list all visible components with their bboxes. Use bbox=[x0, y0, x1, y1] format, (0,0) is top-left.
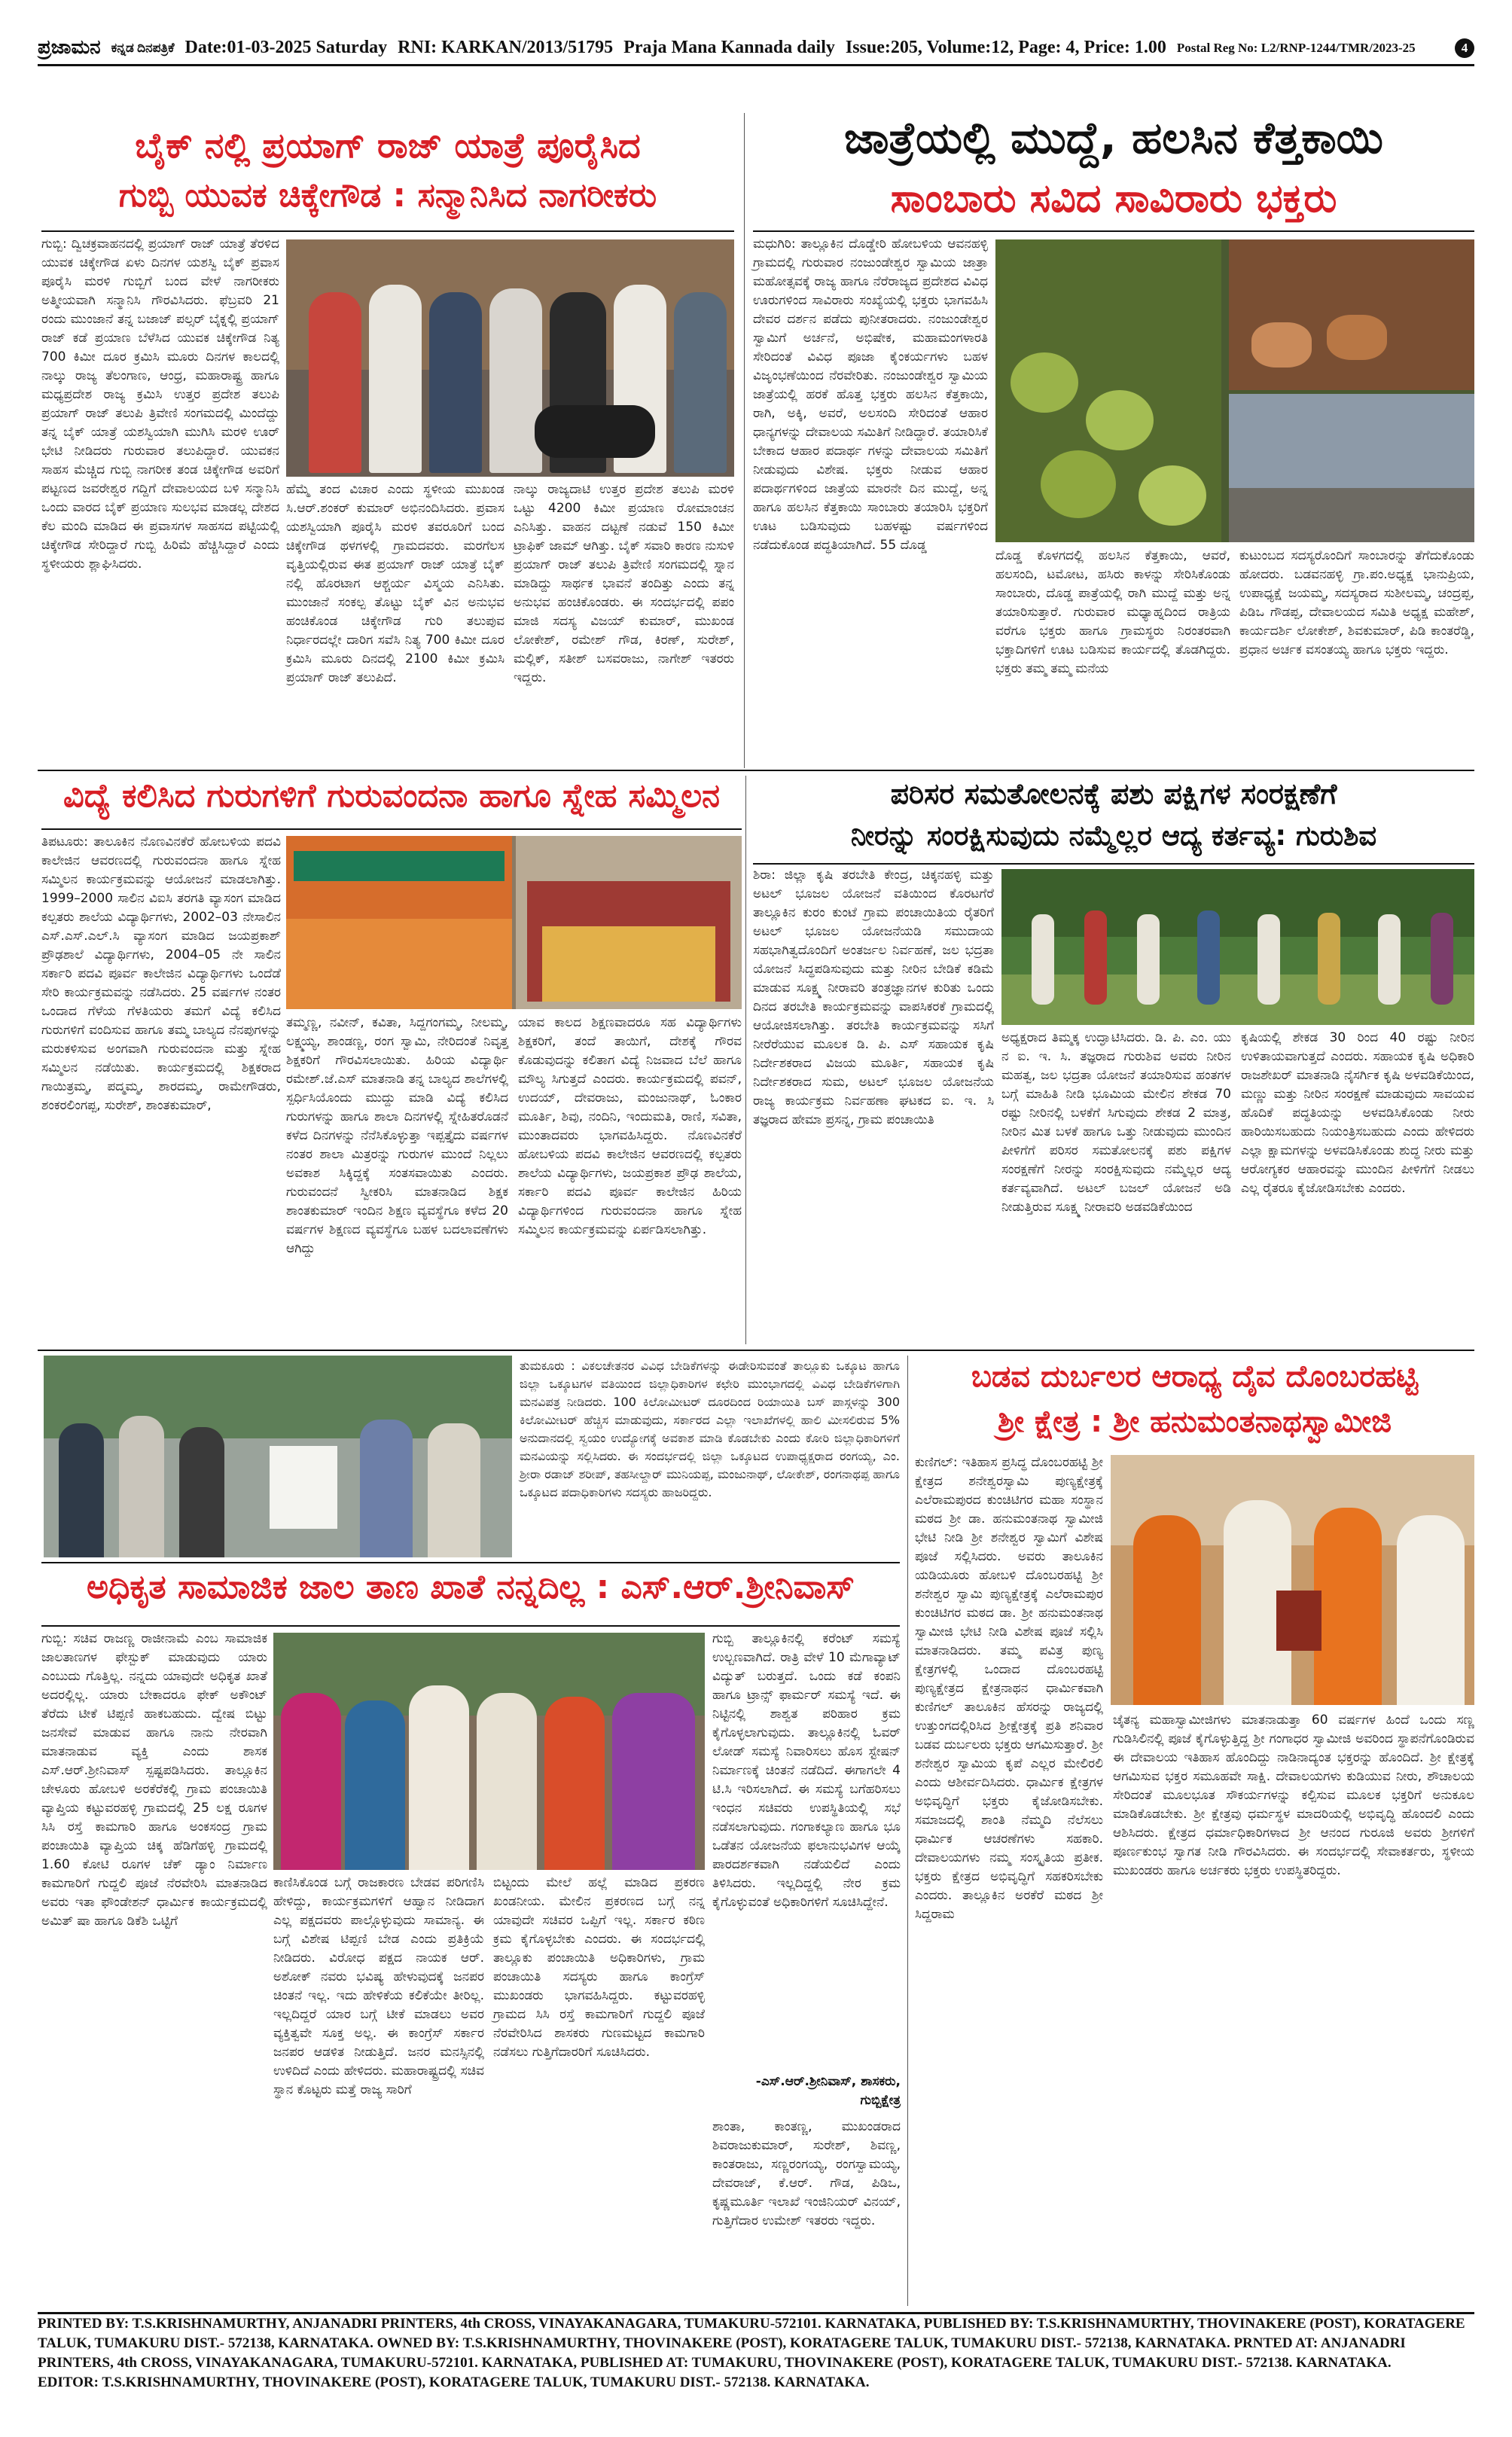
parisara-headline-1: ಪರಿಸರ ಸಮತೋಲನಕ್ಕೆ ಪಶು ಪಕ್ಷಿಗಳ ಸಂರಕ್ಷಣೆಗೆ bbox=[890, 777, 1337, 810]
column-divider bbox=[745, 776, 746, 1344]
bike-headline-1: ಬೈಕ್ ನಲ್ಲಿ ಪ್ರಯಾಗ್ ರಾಜ್ ಯಾತ್ರೆ ಪೂರೈಸಿದ bbox=[135, 125, 641, 166]
parisara-article-col2: ಅಧ್ಯಕ್ಷರಾದ ತಿಮ್ಮಕ್ಕ ಉದ್ಘಾಟಿಸಿದರು. ಡಿ. ಪಿ. ಎಂ. ಯು ನ ಐ. ಇ. ಸಿ. ತಜ್ಞರಾದ ಗುರುಶಿವ ಅವರು ನೀರಿನ ಮಹತ್ವ, ಜಲ ಭದ್ರತಾ ಯೋಜನೆ ತಯಾರಿಸುವ ಹಂತಗಳ ಬಗ್ಗೆ ಮಾಹಿತಿ ನೀಡಿ ಭೂಮಿಯ ಮೇಲಿನ ಶೇಕಡ 70 ರಷ್ಟು ನೀರಿನಲ್ಲಿ ಬಳಕೆಗೆ ಸಿಗುವುದು ಶೇಕಡ 2 ಮಾತ್ರ, ನೀರಿನ ಮಿತ ಬಳಕೆ ಹಾಗೂ ಒತ್ತು ನೀಡುವುದು ಮುಂದಿನ ಪೀಳಿಗೆಗೆ ಪರಿಸರ ಸಮತೋಲನಕ್ಕೆ ಪಶು ಪಕ್ಷಿಗಳ ಸಂರಕ್ಷಣೆಗೆ ನೀರನ್ನು ಸಂರಕ್ಷಿಸುವುದು ನಮ್ಮೆಲ್ಲರ ಆದ್ಯ ಕರ್ತವ್ಯವಾಗಿದೆ. ಅಟಲ್ ಬಜಲ್ ಯೋಜನೆ ಅಡಿ ನೀಡುತ್ತಿರುವ ಸೂಕ್ಷ್ಮ ನೀರಾವರಿ ಅಡವಡಿಕೆಯಿಂದ bbox=[1001, 1030, 1231, 1215]
guruvandana-group-photo bbox=[286, 836, 742, 1009]
imprint-footer bbox=[38, 2312, 1474, 2425]
column-divider bbox=[744, 113, 745, 768]
guruvandana-article-col3: ಯಾವ ಕಾಲದ ಶಿಕ್ಷಣವಾದರೂ ಸಹ ವಿದ್ಯಾರ್ಥಿಗಳು ಶಿಕ್ಷಕರಿಗೆ, ತಂದೆ ತಾಯಿಗೆ, ದೇಶಕ್ಕೆ ಗೌರವ ಕೊಡುವುದನ್ನು ಕಲಿತಾಗ ವಿದ್ಯೆ ನಿಜವಾದ ಬೆಲೆ ಹಾಗೂ ಮೌಲ್ಯ ಸಿಗುತ್ತದೆ ಎಂದರು. ಕಾರ್ಯಕ್ರಮದಲ್ಲಿ ಪವನ್, ಉದಯ್, ದೇವರಾಜು, ಮಂಜುನಾಥ್, ಓಂಕಾರ ಮೂರ್ತಿ, ಶಿವು, ನಂದಿನಿ, ಇಂದುಮತಿ, ರಾಣಿ, ಸವಿತಾ, ಮುಂತಾದವರು ಭಾಗವಹಿಸಿದ್ದರು. ನೊಣವಿನಕೆರೆ ಹೋಬಳಿಯ ಪದವಿ ಕಾಲೇಜಿನ ಆವರಣದಲ್ಲಿ ಕಲ್ಪತರು ಶಾಲೆಯ ವಿದ್ಯಾರ್ಥಿಗಳು, ಜಯಪ್ರಕಾಶ ಪ್ರೌಢ ಶಾಲೆಯ, ಸರ್ಕಾರಿ ಪದವಿ ಪೂರ್ವ ಕಾಲೇಜಿನ ಹಿರಿಯ ವಿದ್ಯಾರ್ಥಿಗಳಿಂದ ಗುರುವಂದನಾ ಹಾಗೂ ಸ್ನೇಹ ಸಮ್ಮಿಲನ ಕಾರ್ಯಕ್ರಮವನ್ನು ಏರ್ಪಡಿಸಲಾಗಿತ್ತು. bbox=[518, 1015, 742, 1237]
masthead bbox=[38, 32, 1474, 66]
dombarahatti-headline-2: ಶ್ರೀ ಕ್ಷೇತ್ರ : ಶ್ರೀ ಹನುಮಂತನಾಥಸ್ವಾಮೀಜಿ bbox=[997, 1405, 1392, 1439]
paper-logo: ಪ್ರಜಾಮನ bbox=[38, 36, 101, 59]
divider bbox=[41, 230, 734, 232]
guruvandana-article-col1: ತಿಪಟೂರು: ತಾಲೂಕಿನ ನೊಣವಿನಕೆರೆ ಹೋಬಳಿಯ ಪದವಿ ಕಾಲೇಜಿನ ಆವರಣದಲ್ಲಿ ಗುರುವಂದನಾ ಹಾಗೂ ಸ್ನೇಹ ಸಮ್ಮಿಲನ ಕಾರ್ಯಕ್ರಮವನ್ನು ಆಯೋಜನೆ ಮಾಡಲಾಗಿತ್ತು. 1999–2000 ಸಾಲಿನ ವಿಐಸಿ ತರಗತಿ ವ್ಯಾಸಂಗ ಮಾಡಿದ ಕಲ್ಪತರು ಶಾಲೆಯ ವಿದ್ಯಾರ್ಥಿಗಳು, 2002–03 ನೇಸಾಲಿನ ಎಸ್.ಎಸ್.ಎಲ್.ಸಿ ವ್ಯಾಸಂಗ ಮಾಡಿದ ಜಯಪ್ರಕಾಶ್ ಪ್ರೌಢಶಾಲೆ ವಿದ್ಯಾರ್ಥಿಗಳು, 2004–05 ನೇ ಸಾಲಿನ ಸರ್ಕಾರಿ ಪದವಿ ಪೂರ್ವ ಕಾಲೇಜಿನ ವಿದ್ಯಾರ್ಥಿಗಳು ಒಂದೆಡೆ ಸೇರಿ ಕಾರ್ಯಕ್ರಮವನ್ನು ನಡೆಸಿದರು. 25 ವರ್ಷಗಳ ನಂತರ ಒಂದಾದ ಗೆಳೆಯ ಗೆಳತಿಯರು ತಮಗೆ ವಿದ್ಯೆ ಕಲಿಸಿದ ಗುರುಗಳಿಗೆ ವಂದಿಸುವ ಹಾಗೂ ತಮ್ಮ ಬಾಲ್ಯದ ನೆನಪುಗಳನ್ನು ಮರುಕಳಿಸುವ ಅಂಗವಾಗಿ ಗುರುವಂದನಾ ಮತ್ತು ಸ್ನೇಹ ಸಮ್ಮಿಲನ ನಡೆಯಿತು. ಕಾರ್ಯಕ್ರಮದಲ್ಲಿ ಶಿಕ್ಷಕರಾದ ಗಾಯಿತ್ರಮ್ಮ, ಪದ್ಮಮ್ಮ, ಶಾರದಮ್ಮ, ರಾಮೇಗೌಡರು, ಶಂಕರಲಿಂಗಪ್ಪ, ಸುರೇಶ್, ಶಾಂತಕುಮಾರ್, bbox=[41, 834, 281, 1113]
page-number-badge: 4 bbox=[1455, 38, 1474, 58]
dombarahatti-article-col1: ಕುಣಿಗಲ್: ಇತಿಹಾಸ ಪ್ರಸಿದ್ಧ ದೊಂಬರಹಟ್ಟಿ ಶ್ರೀ ಕ್ಷೇತ್ರದ ಶನೇಶ್ವರಸ್ವಾಮಿ ಪುಣ್ಯಕ್ಷೇತ್ರಕ್ಕೆ ಎಲೆರಾಮಪುರದ ಕುಂಚಿಟಿಗರ ಮಹಾ ಸಂಸ್ಥಾನ ಮಠದ ಶ್ರೀ ಡಾ. ಹನುಮಂತನಾಥ ಸ್ವಾಮೀಜಿ ಭೇಟಿ ನೀಡಿ ಶ್ರೀ ಶನೇಶ್ವರ ಸ್ವಾಮಿಗೆ ವಿಶೇಷ ಪೂಜೆ ಸಲ್ಲಿಸಿದರು. ಅವರು ತಾಲೂಕಿನ ಯಡಿಯೂರು ಹೋಬಳಿ ದೊಂಬರಹಟ್ಟಿ ಶ್ರೀ ಶನೇಶ್ವರ ಸ್ವಾಮಿ ಪುಣ್ಯಕ್ಷೇತ್ರಕ್ಕೆ ಎಲೆರಾಮಪುರ ಕುಂಚಿಟಿಗರ ಮಠದ ಡಾ. ಶ್ರೀ ಹನುಮಂತನಾಥ ಸ್ವಾಮೀಜಿ ಭೇಟಿ ನೀಡಿ ವಿಶೇಷ ಪೂಜೆ ಸಲ್ಲಿಸಿ ಮಾತನಾಡಿದರು. ತಮ್ಮ ಪವಿತ್ರ ಪುಣ್ಯ ಕ್ಷೇತ್ರಗಳಲ್ಲಿ ಒಂದಾದ ದೊಂಬರಹಟ್ಟಿ ಪುಣ್ಯಕ್ಷೇತ್ರದ ಕ್ಷೇತ್ರನಾಥನ ಧಾರ್ಮಿಕವಾಗಿ ಕುಣಿಗಲ್ ತಾಲೂಕಿನ ಹೆಸರನ್ನು ರಾಜ್ಯದಲ್ಲಿ ಉತ್ತುಂಗದಲ್ಲಿರಿಸಿದ ಶ್ರೀಕ್ಷೇತ್ರಕ್ಕೆ ಪ್ರತಿ ಶನಿವಾರ ಬಡವ ದುರ್ಬಲರು ಭಕ್ತರು ಆಗಮಿಸುತ್ತಾರೆ. ಶ್ರೀ ಶನೇಶ್ವರ ಸ್ವಾಮಿಯ ಕೃಪೆ ಎಲ್ಲರ ಮೇಲಿರಲಿ ಎಂದು ಆಶೀರ್ವದಿಸಿದರು. ಧಾರ್ಮಿಕ ಕ್ಷೇತ್ರಗಳ ಅಭಿವೃದ್ಧಿಗೆ ಭಕ್ತರು ಕೈಜೋಡಿಸಬೇಕು. ಸಮಾಜದಲ್ಲಿ ಶಾಂತಿ ನೆಮ್ಮದಿ ನೆಲೆಸಲು ಧಾರ್ಮಿಕ ಆಚರಣೆಗಳು ಸಹಕಾರಿ. ದೇವಾಲಯಗಳು ನಮ್ಮ ಸಂಸ್ಕೃತಿಯ ಪ್ರತೀಕ. ಭಕ್ತರು ಕ್ಷೇತ್ರದ ಅಭಿವೃದ್ಧಿಗೆ ಸಹಕರಿಸಬೇಕು ಎಂದರು. ತಾಲ್ಲೂಕಿನ ಅರಕೆರೆ ಮಠದ ಶ್ರೀ ಸಿದ್ದರಾಮ bbox=[915, 1455, 1103, 1922]
jala-article-col4: ಗುಬ್ಬಿ ತಾಲ್ಲೂಕಿನಲ್ಲಿ ಕರೆಂಟ್ ಸಮಸ್ಯೆ ಉಲ್ಬಣವಾಗಿದೆ. ರಾತ್ರಿ ವೇಳೆ 10 ಮೆಗಾವ್ಯಾಟ್ ವಿದ್ಯುತ್ ಬರುತ್ತದೆ. ಒಂದು ಕಡೆ ಕಂಪನಿ ಹಾಗೂ ಟ್ರಾನ್ಸ್ ಫಾರ್ಮರ್ ಸಮಸ್ಯೆ ಇದೆ. ಈ ನಿಟ್ಟಿನಲ್ಲಿ ಶಾಶ್ವತ ಪರಿಹಾರ ಕ್ರಮ ಕೈಗೊಳ್ಳಲಾಗುವುದು. ತಾಲ್ಲೂಕಿನಲ್ಲಿ ಓವರ್ ಲೋಡ್ ಸಮಸ್ಯೆ ನಿವಾರಿಸಲು ಹೊಸ ಸ್ಟೇಷನ್ ನಿರ್ಮಾಣಕ್ಕೆ ಚಿಂತನೆ ನಡೆದಿದೆ. ಈಗಾಗಲೇ 4 ಟಿ.ಸಿ ಇರಿಸಲಾಗಿದೆ. ಈ ಸಮಸ್ಯೆ ಬಗೆಹರಿಸಲು ಇಂಧನ ಸಚಿವರು ಉಪಸ್ಥಿತಿಯಲ್ಲಿ ಸಭೆ ನಡೆಸಲಾಗುವುದು. ಗಂಗಾಕಲ್ಯಾಣ ಹಾಗೂ ಭೂ ಒಡೆತನ ಯೋಜನೆಯ ಫಲಾನುಭವಿಗಳ ಆಯ್ಕೆ ಪಾರದರ್ಶಕವಾಗಿ ನಡೆಯಲಿದೆ ಎಂದು ತಿಳಿಸಿದರು. ಇಲ್ಲದಿದ್ದಲ್ಲಿ ನೇರ ಕ್ರಮ ಕೈಗೊಳ್ಳುವಂತೆ ಅಧಿಕಾರಿಗಳಿಗೆ ಸೂಚಿಸಿದ್ದೇನೆ. bbox=[712, 1631, 901, 1910]
guruvandana-headline: ವಿದ್ಯೆ ಕಲಿಸಿದ ಗುರುಗಳಿಗೆ ಗುರುವಂದನಾ ಹಾಗೂ ಸ್ನೇಹ ಸಮ್ಮಿಲನ bbox=[62, 777, 721, 815]
jala-quote-attribution: -ಎಸ್.ಆರ್.ಶ್ರೀನಿವಾಸ್, ಶಾಸಕರು, ಗುಬ್ಬಿಕ್ಷೇತ್ರ bbox=[755, 2074, 901, 2108]
swamiji-photo bbox=[1111, 1455, 1474, 1705]
jala-article-col1: ಗುಬ್ಬಿ: ಸಚಿವ ರಾಜಣ್ಣ ರಾಜೀನಾಮೆ ಎಂಬ ಸಾಮಾಜಿಕ ಜಾಲತಾಣಗಳ ಫೇಸ್ಬುಕ್ ಮಾಡುವುದು ಯಾರು ಎಂಬುದು ಗೊತ್ತಿಲ್ಲ. ನನ್ನದು ಯಾವುದೇ ಅಧಿಕೃತ ಖಾತೆ ಅದರಲ್ಲಿಲ್ಲ. ಯಾರು ಬೇಕಾದರೂ ಫೇಕ್ ಅಕೌಂಟ್ ತೆರೆದು ಟೀಕೆ ಟಿಪ್ಪಣಿ ಹಾಕಬಹುದು. ದ್ವೇಷ ಬಿಟ್ಟು ಜನಸೇವೆ ಮಾಡುವ ಹಾಗೂ ನಾನು ನೇರವಾಗಿ ಮಾತನಾಡುವ ವ್ಯಕ್ತಿ ಎಂದು ಶಾಸಕ ಎಸ್.ಆರ್.ಶ್ರೀನಿವಾಸ್ ಸ್ಪಷ್ಟಪಡಿಸಿದರು. ತಾಲ್ಲೂಕಿನ ಚೇಳೂರು ಹೋಬಳಿ ಅರಕೆರೆಕಲ್ಲಿ ಗ್ರಾಮ ಪಂಚಾಯಿತಿ ವ್ಯಾಪ್ತಿಯ ಕಟ್ಟುವರಹಳ್ಳಿ ಗ್ರಾಮದಲ್ಲಿ 25 ಲಕ್ಷ ರೂಗಳ ಸಿಸಿ ರಸ್ತೆ ಕಾಮಗಾರಿ ಹಾಗೂ ಅಂಕಸಂದ್ರ ಗ್ರಾಮ ಪಂಚಾಯಿತಿ ವ್ಯಾಪ್ತಿಯ ಚಿಕ್ಕ ಹೆಡಿಗೆಹಳ್ಳಿ ಗ್ರಾಮದಲ್ಲಿ 1.60 ಕೋಟಿ ರೂಗಳ ಚೆಕ್ ಡ್ಯಾಂ ನಿರ್ಮಾಣ ಕಾಮಗಾರಿಗೆ ಗುದ್ದಲಿ ಪೂಜೆ ನೆರವೇರಿಸಿ ಮಾತನಾಡಿದ ಅವರು ಇತಾ ಫೌಂಡೇಶನ್ ಧಾರ್ಮಿಕ ಕಾರ್ಯಕ್ರಮದಲ್ಲಿ ಅಮಿತ್ ಷಾ ಹಾಗೂ ಡಿಕೆಶಿ ಒಟ್ಟಿಗೆ bbox=[41, 1631, 267, 1929]
jatre-article-col1: ಮಧುಗಿರಿ: ತಾಲ್ಲೂಕಿನ ದೊಡ್ಡೇರಿ ಹೋಬಳಿಯ ಆವನಹಳ್ಳಿ ಗ್ರಾಮದಲ್ಲಿ ಗುರುವಾರ ನಂಜುಂಡೇಶ್ವರ ಸ್ವಾಮಿಯ ಜಾತ್ರಾ ಮಹೋತ್ಸವಕ್ಕೆ ರಾಜ್ಯ ಹಾಗೂ ನೆರೆರಾಜ್ಯದ ಪ್ರದೇಶದ ವಿವಿಧ ಊರುಗಳಿಂದ ಸಾವಿರಾರು ಸಂಖ್ಯೆಯಲ್ಲಿ ಭಕ್ತರು ಭಾಗವಹಿಸಿ ದೇವರ ದರ್ಶನ ಪಡೆದು ಪುನೀತರಾದರು. ನಂಜುಂಡೇಶ್ವರ ಸ್ವಾಮಿಗೆ ಅರ್ಚನೆ, ಅಭಿಷೇಕ, ಮಹಾಮಂಗಳಾರತಿ ಸೇರಿದಂತೆ ವಿವಿಧ ಪೂಜಾ ಕೈಂಕರ್ಯಗಳು ಬಹಳ ವಿಜೃಂಭಣೆಯಿಂದ ನೆರವೇರಿತು. ನಂಜುಂಡೇಶ್ವರ ಸ್ವಾಮಿಯ ಜಾತ್ರೆಯಲ್ಲಿ ಹರಕೆ ಹೊತ್ತ ಭಕ್ತರು ಹಲಸಿನ ಕೆತ್ತಕಾಯಿ, ರಾಗಿ, ಅಕ್ಕಿ, ಅವರೆ, ಅಲಸಂದಿ ಸೇರಿದಂತೆ ಆಹಾರ ಧಾನ್ಯಗಳನ್ನು ದೇವಾಲಯ ಸಮಿತಿಗೆ ನೀಡಿದ್ದಾರೆ. ತಯಾರಿಸಿಕೆ ಬೇಕಾದ ಆಹಾರ ಪದಾರ್ಥ ಗಳನ್ನು ದೇವಾಲಯ ಸಮಿತಿಗೆ ನೀಡುವುದು ವಿಶೇಷ. ಭಕ್ತರು ನೀಡುವ ಆಹಾರ ಪದಾರ್ಥಗಳಿಂದ ಜಾತ್ರೆಯ ಮಾರನೇ ದಿನ ಮುದ್ದೆ, ಅನ್ನ ಹಾಗೂ ಹಲಸಿನ ಕೆತ್ತಕಾಯಿ ಸಾಂಬಾರು ತಯಾರಿಸಿ ಭಕ್ತರಿಗೆ ಊಟ ಬಡಿಸುವುದು ಬಹಳಷ್ಟು ವರ್ಷಗಳಿಂದ ನಡೆದುಕೊಂಡ ಪದ್ಧತಿಯಾಗಿದೆ. 55 ದೊಡ್ಡ bbox=[753, 236, 988, 553]
dombarahatti-headline-1: ಬಡವ ದುರ್ಬಲರ ಆರಾಧ್ಯ ದೈವ ದೊಂಬರಹಟ್ಟಿ bbox=[971, 1359, 1419, 1394]
bike-article-col3: ನಾಲ್ಕು ರಾಜ್ಯದಾಟಿ ಉತ್ತರ ಪ್ರದೇಶ ತಲುಪಿ ಮರಳಿ ಒಟ್ಟು 4200 ಕಿಮೀ ಪ್ರಯಾಣ ರೋಮಾಂಚನ ಎನಿಸಿತ್ತು. ವಾಹನ ದಟ್ಟಣೆ ನಡುವೆ 150 ಕಿಮೀ ಟ್ರಾಫಿಕ್ ಜಾಮ್ ಆಗಿತ್ತು. ಬೈಕ್ ಸವಾರಿ ಕಾರಣ ನುಸುಳಿ ಪ್ರಯಾಗ್ ರಾಜ್ ತಲುಪಿ ತ್ರಿವೇಣಿ ಸಂಗಮದಲ್ಲಿ ಸ್ನಾನ ಮಾಡಿದ್ದು ಸಾರ್ಥಕ ಭಾವನೆ ತಂದಿತ್ತು ಎಂದು ತನ್ನ ಅನುಭವ ಹಂಚಿಕೊಂಡರು. ಈ ಸಂದರ್ಭದಲ್ಲಿ ಪಪಂ ಮಾಜಿ ಸದಸ್ಯ ವಿಜಯ್ ಕುಮಾರ್, ಮುಖಂಡ ಲೋಕೇಶ್, ರಮೇಶ್ ಗೌಡ, ಕಿರಣ್, ಸುರೇಶ್, ಮಲ್ಲಿಕ್, ಸತೀಶ್ ಬಸವರಾಜು, ನಾಗೇಶ್ ಇತರರು ಇದ್ದರು. bbox=[514, 482, 734, 685]
imprint-line-2: EDITOR: T.S.KRISHNAMURTHY, THOVINAKERE (POST), KORATAGERE TALUK, TUMAKURU DIST.- 572138. KARNATAKA. bbox=[38, 2374, 870, 2390]
jatre-article-col3: ಕುಟುಂಬದ ಸದಸ್ಯರೊಂದಿಗೆ ಸಾಂಬಾರನ್ನು ತೆಗೆದುಕೊಂಡು ಹೋದರು. ಬಡವನಹಳ್ಳಿ ಗ್ರಾ.ಪಂ.ಅಧ್ಯಕ್ಷ ಭಾನುಪ್ರಿಯ, ಉಪಾಧ್ಯಕ್ಷೆ ಜಯಮ್ಮ, ಸದಸ್ಯರಾದ ಸುಶೀಲಮ್ಮ, ಚಂದ್ರಪ್ಪ, ಪಿಡಿಒ ಗೌಡಪ್ಪ, ದೇವಾಲಯದ ಸಮಿತಿ ಅಧ್ಯಕ್ಷ ಮಹೇಶ್, ಕಾರ್ಯದರ್ಶಿ ಲೋಕೇಶ್, ಶಿವಕುಮಾರ್, ಪಿಡಿ ಕಾಂತರೆಡ್ಡಿ, ಪ್ರಧಾನ ಅರ್ಚಕ ವಸಂತಯ್ಯ ಹಾಗೂ ಭಕ್ತರು ಇದ್ದರು. bbox=[1239, 548, 1474, 657]
bike-article-col2: ಹೆಮ್ಮೆ ತಂದ ವಿಚಾರ ಎಂದು ಸ್ಥಳೀಯ ಮುಖಂಡ ಸಿ.ಆರ್.ಶಂಕರ್ ಕುಮಾರ್ ಅಭಿನಂದಿಸಿದರು. ಪ್ರವಾಸ ಯಶಸ್ವಿಯಾಗಿ ಪೂರೈಸಿ ಮರಳಿ ತವರೂರಿಗೆ ಬಂದ ಚಿಕ್ಕೇಗೌಡ ಥಳಗಳಲ್ಲಿ ಗ್ರಾಮದವರು. ಮರಗೆಲಸ ವೃತ್ತಿಯಲ್ಲಿರುವ ಈತ ಪ್ರಯಾಗ್ ರಾಜ್ ಯಾತ್ರೆ ಬೈಕ್ ನಲ್ಲಿ ಹೊರಟಾಗ ಆಶ್ಚರ್ಯ ವಿಸ್ಮಯ ಎನಿಸಿತು. ಮುಂಜಾನೆ ಸಂಕಲ್ಪ ತೊಟ್ಟು ಬೈಕ್ ವಿನ ಅನುಭವ ಹಂಚಿಕೊಂಡ ಚಿಕ್ಕೇಗೌಡ ಗುರಿ ತಲುಪುವ ನಿರ್ಧಾರದಲ್ಲೇ ದಾರಿಗ ಸವೆಸಿ ನಿತ್ಯ 700 ಕಿಮೀ ದೂರ ಕ್ರಮಿಸಿ ಮೂರು ದಿನದಲ್ಲಿ 2100 ಕಿಮೀ ಕ್ರಮಿಸಿ ಪ್ರಯಾಗ್ ರಾಜ್ ತಲುಪಿದೆ. bbox=[286, 482, 505, 685]
guruvandana-article-col2: ತಮ್ಮಣ್ಣ, ನವೀನ್, ಕವಿತಾ, ಸಿದ್ದಗಂಗಮ್ಮ, ನೀಲಮ್ಮ, ಲಕ್ಷ್ಮಯ್ಯ, ಶಾಂಡಣ್ಣ, ರಂಗ ಸ್ವಾಮಿ, ನೇರಿದಂತೆ ನಿವೃತ್ತ ಶಿಕ್ಷಕರಿಗೆ ಗೌರವಿಸಲಾಯಿತು. ಹಿರಿಯ ವಿದ್ಯಾರ್ಥಿ ರಮೇಶ್.ಜೆ.ಎಸ್ ಮಾತನಾಡಿ ತನ್ನ ಬಾಲ್ಯದ ಶಾಲೆಗಳಲ್ಲಿ ಸ್ಪರ್ಧಿಸಿಯೊಂದು ಮುದ್ದು ಮಾಡಿ ವಿದ್ಯೆ ಕಲಿಸಿದ ಗುರುಗಳನ್ನು ಹಾಗೂ ಶಾಲಾ ದಿನಗಳಲ್ಲಿ ಸ್ನೇಹಿತರೊಡನೆ ಕಳೆದ ದಿನಗಳನ್ನು ನೆನೆಸಿಕೊಳ್ಳುತ್ತಾ ಇಪ್ಪತ್ತೈದು ವರ್ಷಗಳ ನಂತರ ಶಾಲಾ ಮಿತ್ರರನ್ನು ಗುರುಗಳ ಮುಂದೆ ನಿಲ್ಲಲು ಅವಕಾಶ ಸಿಕ್ಕಿದ್ದಕ್ಕೆ ಸಂತಸವಾಯಿತು ಎಂದರು. ಗುರುವಂದನೆ ಸ್ವೀಕರಿಸಿ ಮಾತನಾಡಿದ ಶಿಕ್ಷಕ ಶಾಂತಕುಮಾರ್ ಇಂದಿನ ಶಿಕ್ಷಣ ವ್ಯವಸ್ಥೆಗೂ ಕಳೆದ 20 ವರ್ಷಗಳ ಶಿಕ್ಷಣದ ವ್ಯವಸ್ಥೆಗೂ ಬಹಳ ಬದಲಾವಣೆಗಳು ಆಗಿದ್ದು bbox=[286, 1015, 508, 1256]
bike-headline-2: ಗುಬ್ಬಿ ಯುವಕ ಚಿಕ್ಕೇಗೌಡ : ಸನ್ಮಾನಿಸಿದ ನಾಗರೀಕರು bbox=[118, 176, 657, 215]
column-divider bbox=[907, 1356, 908, 2306]
divider bbox=[753, 230, 1474, 232]
postal-reg: Postal Reg No: L2/RNP-1244/TMR/2023-25 bbox=[1176, 40, 1416, 55]
parisara-headline-2: ನೀರನ್ನು ಸಂರಕ್ಷಿಸುವುದು ನಮ್ಮೆಲ್ಲರ ಆದ್ಯ ಕರ್ತವ್ಯ: ಗುರುಶಿವ bbox=[850, 819, 1377, 852]
memorandum-caption: ತುಮಕೂರು : ವಿಕಲಚೇತನರ ವಿವಿಧ ಬೇಡಿಕೆಗಳನ್ನು ಈಡೇರಿಸುವಂತೆ ತಾಲ್ಲೂಕು ಒಕ್ಕೂಟ ಹಾಗೂ ಜಿಲ್ಲಾ ಒಕ್ಕೂಟಗಳ ವತಿಯಿಂದ ಜಿಲ್ಲಾಧಿಕಾರಿಗಳ ಕಛೇರಿ ಮುಂಭಾಗದಲ್ಲಿ ವಿವಿಧ ಬೇಡಿಕೆಗಳಿಗಾಗಿ ಮನವಿಪತ್ರ ನೀಡಿದರು. 100 ಕಿಲೋಮೀಟರ್ ದೂರದಿಂದ ರಿಯಾಯಿತಿ ಬಸ್ ಪಾಸ್ಗಳನ್ನು 300 ಕಿಲೋಮೀಟರ್ ಹೆಚ್ಚಿಸ ಮಾಡುವುದು, ಸರ್ಕಾರದ ಎಲ್ಲಾ ಇಲಾಖೆಗಳಲ್ಲಿ ಹಾಲಿ ಮೀಸಲಿರುವ 5% ಅನುದಾನದಲ್ಲಿ ಸ್ವಯಂ ಉದ್ಯೋಗಕ್ಕೆ ಅವಕಾಶ ಮಾಡಿ ಕೊಡಬೇಕು ಎಂದು ಕೋರಿ ಜಿಲ್ಲಾಧಿಕಾರಿಗಳಿಗೆ ಮನವಿಯನ್ನು ಸಲ್ಲಿಸಿದರು. ಈ ಸಂದರ್ಭದಲ್ಲಿ ಜಿಲ್ಲಾ ಒಕ್ಕೂಟದ ಉಪಾಧ್ಯಕ್ಷರಾದ ರಂಗಯ್ಯ, ಎಂ. ಶ್ರೀರಾ ರಡಾಜ್ ಶರೀಪ್, ತಹಸೀಲ್ದಾರ್ ಮುನಿಯಪ್ಪ, ಮಂಜುನಾಥ್, ಲೋಕೇಶ್, ರಂಗನಾಥಪ್ಪ ಹಾಗೂ ಒಕ್ಕೂಟದ ಪದಾಧಿಕಾರಿಗಳು ಸದಸ್ಯರು ಹಾಜರಿದ್ದರು. bbox=[520, 1359, 900, 1499]
parisara-article-col1: ಶಿರಾ: ಜಿಲ್ಲಾ ಕೃಷಿ ತರಬೇತಿ ಕೇಂದ್ರ, ಚಿಕ್ಕನಹಳ್ಳಿ ಮತ್ತು ಅಟಲ್ ಭೂಜಲ ಯೋಜನೆ ವತಿಯಿಂದ ಕೊರಟಗೆರೆ ತಾಲ್ಲೂಕಿನ ಕುರಂ ಕುಂಟೆ ಗ್ರಾಮ ಪಂಚಾಯಿತಿಯ ರೈತರಿಗೆ ಅಟಲ್ ಭೂಜಲ ಯೋಜನೆಯಡಿ ಸಮುದಾಯ ಸಹಭಾಗಿತ್ವದೊಂದಿಗೆ ಅಂತರ್ಜಲ ನಿರ್ವಹಣೆ, ಜಲ ಭದ್ರತಾ ಯೋಜನೆ ಸಿದ್ಧಪಡಿಸುವುದು ಮತ್ತು ನೀರಿನ ಬೇಡಿಕೆ ಕಡಿಮೆ ಮಾಡುವ ಸೂಕ್ಷ್ಮ ನೀರಾವರಿ ತಂತ್ರಜ್ಞಾನಗಳ ಕುರಿತು ಒಂದು ದಿನದ ತರಬೇತಿ ಕಾರ್ಯಕ್ರಮವನ್ನು ವಾಪಸಿಕರಕೆ ಗ್ರಾಮದಲ್ಲಿ ಆಯೋಜಿಸಲಾಗಿತ್ತು. ತರಬೇತಿ ಕಾರ್ಯಕ್ರಮವನ್ನು ಸಸಿಗೆ ನೀರೆರೆಯುವ ಮೂಲಕ ಡಿ. ಪಿ. ಎಸ್ ಸಹಾಯಕ ಕೃಷಿ ನಿರ್ದೇಶಕರಾದ ವಿಜಯ ಮೂರ್ತಿ, ಸಹಾಯಕ ಕೃಷಿ ನಿರ್ದೇಶಕರಾದ ಸುಮ, ಅಟಲ್ ಭೂಜಲ ಯೋಜನೆಯ ರಾಜ್ಯ ಕಾರ್ಯಕ್ರಮ ನಿರ್ವಹಣಾ ಘಟಕದ ಐ. ಇ. ಸಿ ತಜ್ಞರಾದ ಹೇಮಾ ಪ್ರಸನ್ನ, ಗ್ರಾಮ ಪಂಚಾಯಿತಿ bbox=[753, 868, 994, 1127]
jatre-headline-2: ಸಾಂಬಾರು ಸವಿದ ಸಾವಿರಾರು ಭಕ್ತರು bbox=[890, 176, 1337, 221]
jala-article-col2: ಕಾಣಿಸಿಕೊಂಡ ಬಗ್ಗೆ ರಾಜಕಾರಣ ಬೇಡವ ಪರಿಗಣಿಸಿ ಹೇಳಿದ್ದು, ಕಾರ್ಯಕ್ರಮಗಳಿಗೆ ಆಹ್ವಾನ ನೀಡಿದಾಗ ಎಲ್ಲ ಪಕ್ಷದವರು ಪಾಲ್ಗೊಳ್ಳುವುದು ಸಾಮಾನ್ಯ. ಈ ಬಗ್ಗೆ ವಿಶೇಷ ಟಿಪ್ಪಣಿ ಬೇಡ ಎಂದು ಪ್ರತಿಕ್ರಿಯೆ ನೀಡಿದರು. ವಿರೋಧ ಪಕ್ಷದ ನಾಯಕ ಆರ್. ಅಶೋಕ್ ನವರು ಭವಿಷ್ಯ ಹೇಳುವುದಕ್ಕೆ ಜನಪರ ಚಿಂತನೆ ಇಲ್ಲ. ಇದು ಹೇಳಿಕೆಯ ಕಲಿಕೆಯೇ ತೀರಿಲ್ಲ. ಇಲ್ಲದಿದ್ದರೆ ಯಾರ ಬಗ್ಗೆ ಟೀಕೆ ಮಾಡಲು ಅವರ ವ್ಯಕ್ತಿತ್ವವೇ ಸೂಕ್ತ ಅಲ್ಲ. ಈ ಕಾಂಗ್ರೆಸ್ ಸರ್ಕಾರ ಜನಪರ ಆಡಳಿತ ನೀಡುತ್ತಿದೆ. ಜನರ ಮನಸ್ಸಿನಲ್ಲಿ ಉಳಿದಿದೆ ಎಂದು ಹೇಳಿದರು. ಮಹಾರಾಷ್ಟ್ರದಲ್ಲಿ ಸಚಿವ ಸ್ಥಾನ ಕೊಟ್ಟರು ಮತ್ತೆ ರಾಜ್ಯ ಸಾರಿಗೆ bbox=[273, 1875, 484, 2097]
jala-headline: ಅಧಿಕೃತ ಸಾಮಾಜಿಕ ಜಾಲ ತಾಣ ಖಾತೆ ನನ್ನದಿಲ್ಲ : ಎಸ್.ಆರ್.ಶ್ರೀನಿವಾಸ್ bbox=[87, 1568, 855, 1606]
dombarahatti-article-col1-cont bbox=[915, 1792, 1103, 2304]
dombarahatti-article-col2: ಚೈತನ್ಯ ಮಹಾಸ್ವಾಮೀಜಿಗಳು ಮಾತನಾಡುತ್ತಾ 60 ವರ್ಷಗಳ ಹಿಂದೆ ಒಂದು ಸಣ್ಣ ಗುಡಿಸಿಲಿನಲ್ಲಿ ಪೂಜೆ ಕೈಗೊಳ್ಳುತ್ತಿದ್ದ ಶ್ರೀ ಗಂಗಾಧರ ಸ್ವಾಮೀಜಿ ಅವರಿಂದ ಸ್ಥಾಪನೆಗೊಂಡಿರುವ ಈ ದೇವಾಲಯ ಇತಿಹಾಸ ಹೊಂದಿದ್ದು ನಾಡಿನಾದ್ಯಂತ ಭಕ್ತರನ್ನು ಹೊಂದಿದೆ. ಶ್ರೀ ಕ್ಷೇತ್ರಕ್ಕೆ ಆಗಮಿಸುವ ಭಕ್ತರ ಸಮೂಹವೇ ಸಾಕ್ಷಿ. ದೇವಾಲಯಗಳು ಕುಡಿಯುವ ನೀರು, ಶೌಚಾಲಯ ಸೇರಿದಂತೆ ಮೂಲಭೂತ ಸೌಕರ್ಯಗಳನ್ನು ಕಲ್ಪಿಸುವ ಮೂಲಕ ಭಕ್ತರಿಗೆ ಅನುಕೂಲ ಮಾಡಿಕೊಡಬೇಕು. ಶ್ರೀ ಕ್ಷೇತ್ರವು ಧರ್ಮಸ್ಥಳ ಮಾದರಿಯಲ್ಲಿ ಅಭಿವೃದ್ಧಿ ಹೊಂದಲಿ ಎಂದು ಆಶಿಸಿದರು. ಕ್ಷೇತ್ರದ ಧರ್ಮಾಧಿಕಾರಿಗಳಾದ ಶ್ರೀ ಆನಂದ ಗುರೂಜಿ ಅವರು ಶ್ರೀಗಳಿಗೆ ಪೂರ್ಣಕುಂಭ ಸ್ವಾಗತ ನೀಡಿ ಗೌರವಿಸಿದರು. ಈ ಸಂದರ್ಭದಲ್ಲಿ ಸೇವಾಕರ್ತರು, ಸ್ಥಳೀಯ ಮುಖಂಡರು ಹಾಗೂ ಅರ್ಚಕರು ಭಕ್ತರು ಉಪಸ್ಥಿತರಿದ್ದರು. bbox=[1113, 1713, 1474, 1878]
rni-number: RNI: KARKAN/2013/51795 bbox=[398, 38, 614, 57]
paper-name: Praja Mana Kannada daily bbox=[623, 38, 835, 57]
jatre-article-col2: ದೊಡ್ಡ ಕೊಳಗದಲ್ಲಿ ಹಲಸಿನ ಕೆತ್ತಕಾಯಿ, ಆವರೆ, ಹಲಸಂದಿ, ಟಮೋಟ, ಹಸಿರು ಕಾಳನ್ನು ಸೇರಿಸಿಕೊಂಡು ಸಾಂಬಾರು, ದೊಡ್ಡ ಪಾತ್ರೆಯಲ್ಲಿ ರಾಗಿ ಮುದ್ದೆ ಮತ್ತು ಅನ್ನ ತಯಾರಿಸುತ್ತಾರೆ. ಗುರುವಾರ ಮಧ್ಯಾಹ್ನದಿಂದ ರಾತ್ರಿಯ ವರೆಗೂ ಭಕ್ತರು ಹಾಗೂ ಗ್ರಾಮಸ್ಥರು ನಿರಂತರವಾಗಿ ಭಕ್ತಾದಿಗಳಿಗೆ ಊಟ ಬಡಿಸುವ ಕಾರ್ಯದಲ್ಲಿ ತೊಡಗಿದ್ದರು. ಭಕ್ತರು ತಮ್ಮ ತಮ್ಮ ಮನೆಯ bbox=[995, 548, 1230, 676]
issue-info: Issue:205, Volume:12, Page: 4, Price: 1.00 bbox=[845, 38, 1166, 57]
jatre-headline-1: ಜಾತ್ರೆಯಲ್ಲಿ ಮುದ್ದೆ, ಹಲಸಿನ ಕೆತ್ತಕಾಯಿ bbox=[844, 112, 1383, 163]
divider bbox=[41, 1625, 900, 1627]
issue-date: Date:01-03-2025 Saturday bbox=[184, 38, 388, 57]
divider bbox=[41, 828, 742, 830]
imprint-line-1: PRINTED BY: T.S.KRISHNAMURTHY, ANJANADRI PRINTERS, 4th CROSS, VINAYAKANAGARA, TUMAKURU-572101. KARNATAKA, PUBLISHED BY: T.S.KRISHNAMURTHY, THOVINAKERE (POST), KORATAGERE TALUK, TUMAKURU DIST.- 572138, KARNATAKA. OWNED BY: T.S.KRISHNAMURTHY, THOVINAKERE (POST), KORATAGERE TALUK, TUMAKURU DIST.- 572138, KARNATAKA. PRNTED AT: ANJANADRI PRINTERS, 4th CROSS, VINAYAKANAGARA, TUMAKURU-572101. KARNATAKA, PUBLISHED AT: TUMAKURU, THOVINAKERE (POST), KORATAGERE TALUK, TUMAKURU DIST.- 572138. KARNATAKA. bbox=[38, 2316, 1465, 2371]
jala-article-col4b: ಶಾಂತಾ, ಕಾಂತಣ್ಣ, ಮುಖಂಡರಾದ ಶಿವರಾಜುಕುಮಾರ್, ಸುರೇಶ್, ಶಿವಣ್ಣ, ಕಾಂತರಾಜು, ಸಣ್ಣರಂಗಯ್ಯ, ರಂಗಸ್ವಾಮಯ್ಯ, ದೇವರಾಜ್, ಕೆ.ಆರ್. ಗೌಡ, ಪಿಡಿಒ, ಕೃಷ್ಣಮೂರ್ತಿ ಇಲಾಖೆ ಇಂಜಿನಿಯರ್ ವಿನಯ್, ಗುತ್ತಿಗೆದಾರ ಉಮೇಶ್ ಇತರರು ಇದ್ದರು. bbox=[712, 2119, 901, 2228]
divider bbox=[41, 1562, 900, 1563]
parisara-article-col3: ಕೃಷಿಯಲ್ಲಿ ಶೇಕಡ 30 ರಿಂದ 40 ರಷ್ಟು ನೀರಿನ ಉಳಿತಾಯವಾಗುತ್ತದೆ ಎಂದರು. ಸಹಾಯಕ ಕೃಷಿ ಅಧಿಕಾರಿ ರಾಜಶೇಖರ್ ಮಾತನಾಡಿ ನೈಸರ್ಗಿಕ ಕೃಷಿ ಅಳವಡಿಕೆಯಿಂದ, ಮಣ್ಣು ಮತ್ತು ನೀರಿನ ಸಂರಕ್ಷಣೆ ಮಾಡುವುದು ಸಾವಯವ ಹೊದಿಕೆ ಪದ್ಧತಿಯನ್ನು ಅಳವಡಿಸಿಕೊಂಡು ನೀರು ಹಾರಿಯಿಸಬಹುದು ನಿಯಂತ್ರಿಸಬಹುದು ಎಂದು ಹೇಳಿದರು ಎಲ್ಲಾ ಕ್ಷಾಮಗಳನ್ನು ಅಳವಡಿಸಿಕೊಂಡು ಶುದ್ಧ ನೀರು ಮತ್ತು ಆರೋಗ್ಯಕರ ಆಹಾರವನ್ನು ಮುಂದಿನ ಪೀಳಿಗೆಗೆ ನೀಡಲು ಎಲ್ಲ ರೈತರೂ ಕೈಜೋಡಿಸಬೇಕು ಎಂದರು. bbox=[1241, 1030, 1474, 1196]
jala-article-col3: ಬಿಟ್ಟಂದು ಮೇಲೆ ಹಲ್ಲೆ ಮಾಡಿದ ಪ್ರಕರಣ ಖಂಡನೀಯ. ಮೇಲಿನ ಪ್ರಕರಣದ ಬಗ್ಗೆ ನನ್ನ ಯಾವುದೇ ಸಚಿವರ ಒಪ್ಪಿಗೆ ಇಲ್ಲ. ಸರ್ಕಾರ ಕಠಿಣ ಕ್ರಮ ಕೈಗೊಳ್ಳಬೇಕು ಎಂದರು. ಈ ಸಂದರ್ಭದಲ್ಲಿ ತಾಲ್ಲೂಕು ಪಂಚಾಯಿತಿ ಅಧಿಕಾರಿಗಳು, ಗ್ರಾಮ ಪಂಚಾಯಿತಿ ಸದಸ್ಯರು ಹಾಗೂ ಕಾಂಗ್ರೆಸ್ ಮುಖಂಡರು ಭಾಗವಹಿಸಿದ್ದರು. ಕಟ್ಟುವರಹಳ್ಳಿ ಗ್ರಾಮದ ಸಿಸಿ ರಸ್ತೆ ಕಾಮಗಾರಿಗೆ ಗುದ್ದಲಿ ಪೂಜೆ ನೆರವೇರಿಸಿದ ಶಾಸಕರು ಗುಣಮಟ್ಟದ ಕಾಮಗಾರಿ ನಡೆಸಲು ಗುತ್ತಿಗೆದಾರರಿಗೆ ಸೂಚಿಸಿದರು. bbox=[493, 1875, 705, 2060]
jala-ground-breaking-photo bbox=[273, 1633, 705, 1870]
divider bbox=[38, 1350, 1474, 1351]
divider bbox=[38, 770, 1474, 771]
bike-felicitation-photo bbox=[286, 239, 734, 477]
paper-tagline: ಕನ್ನಡ ದಿನಪತ್ರಿಕೆ bbox=[111, 40, 175, 55]
jatre-feast-photo bbox=[995, 239, 1474, 542]
parisara-training-photo bbox=[1001, 869, 1474, 1025]
memorandum-photo bbox=[44, 1356, 512, 1557]
bike-article-col1: ಗುಬ್ಬಿ: ದ್ವಿಚಕ್ರವಾಹನದಲ್ಲಿ ಪ್ರಯಾಗ್ ರಾಜ್ ಯಾತ್ರೆ ತೆರಳಿದ ಯುವಕ ಚಿಕ್ಕೇಗೌಡ ಏಳು ದಿನಗಳ ಯಶಸ್ವಿ ಬೈಕ್ ಪ್ರವಾಸ ಪೂರೈಸಿ ಮರಳಿ ಗುಬ್ಬಿಗೆ ಬಂದ ವೇಳೆ ನಾಗರೀಕರು ಅತ್ಮೀಯವಾಗಿ ಸನ್ಮಾನಿಸಿ ಗೌರವಿಸಿದರು. ಫೆಬ್ರವರಿ 21 ರಂದು ಮುಂಜಾನೆ ತನ್ನ ಬಜಾಜ್ ಪಲ್ಸರ್ ಬೈಕ್ನಲ್ಲಿ ಪ್ರಯಾಗ್ ರಾಜ್ ಕಡೆ ಪ್ರಯಾಣ ಬೆಳೆಸಿದ ಯುವಕ ಚಿಕ್ಕೇಗೌಡ ನಿತ್ಯ 700 ಕಿಮೀ ದೂರ ಕ್ರಮಿಸಿ ಮೂರು ದಿನಗಳ ಕಾಲದಲ್ಲಿ ನಾಲ್ಕು ರಾಜ್ಯ ತೆಲಂಗಾಣ, ಆಂಧ್ರ, ಮಹಾರಾಷ್ಟ್ರ ಹಾಗೂ ಮಧ್ಯಪ್ರದೇಶ ರಾಜ್ಯ ಕ್ರಮಿಸಿ ಉತ್ತರ ಪ್ರದೇಶ ತಲುಪಿ ಪ್ರಯಾಗ್ ರಾಜ್ ತಲುಪಿ ತ್ರಿವೇಣಿ ಸಂಗಮದಲ್ಲಿ ಮಿಂದೆದ್ದು ತನ್ನ ಬೈಕ್ ಯಾತ್ರೆ ಯಶಸ್ವಿಯಾಗಿ ಮುಗಿಸಿ ಮರಳಿ ಊರ್ ಭೇಟಿ ನೀಡಿದರು ಗುರುವಾರ ತಲುಪಿದ್ದಾರೆ. ಯುವಕನ ಸಾಹಸ ಮೆಚ್ಚಿದ ಗುಬ್ಬಿ ನಾಗರೀಕ ತಂಡ ಚಿಕ್ಕೇಗೌಡ ಅವರಿಗೆ ಪಟ್ಟಣದ ಜವರೇಶ್ವರ ಗದ್ದಿಗೆ ದೇವಾಲಯದ ಬಳಿ ಸನ್ಮಾನಿಸಿ ಒಂದು ವಾರದ ಬೈಕ್ ಪ್ರಯಾಣ ಸುಲಭವ ಮಾಡಲ್ಲ ದೇಶದ ಕೆಲ ಮಂದಿ ಮಾಡಿದ ಈ ಪ್ರವಾಸಗಳ ಸಾಹಸದ ಪಟ್ಟಿಯಲ್ಲಿ ಚಿಕ್ಕೇಗೌಡ ಸೇರಿದ್ದಾರೆ ಗುಬ್ಬಿ ಹಿರಿಮೆ ಹೆಚ್ಚಿಸಿದ್ದಾರೆ ಎಂದು ಸ್ಥಳೀಯರು ಶ್ಲಾಘಿಸಿದರು. bbox=[41, 236, 279, 572]
divider bbox=[753, 863, 1474, 865]
